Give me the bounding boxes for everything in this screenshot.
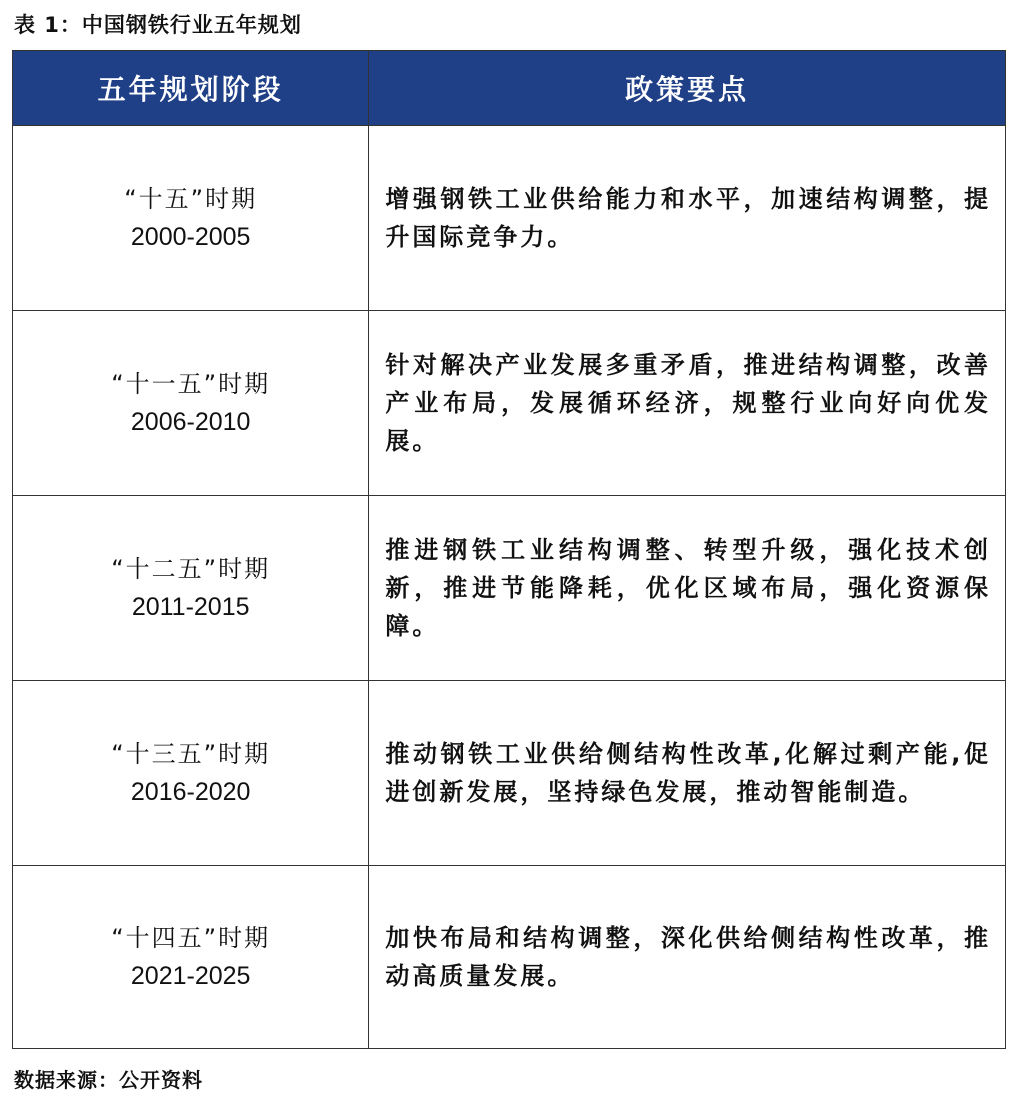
stage-cell <box>13 866 369 1049</box>
stage-years: 2000-2005 <box>130 223 251 251</box>
policy-cell: 加快布局和结构调整，深化供给侧结构性改革，推动高质量发展。 <box>369 866 1006 1049</box>
stage-name: “十二五”时期 <box>111 555 271 583</box>
header-policy: 政策要点 <box>369 51 1006 126</box>
stage-name: “十三五”时期 <box>111 740 271 768</box>
stage-cell <box>13 126 369 311</box>
policy-cell: 推动钢铁工业供给侧结构性改革,化解过剩产能,促进创新发展，坚持绿色发展，推动智能制造。 <box>369 681 1006 866</box>
table-header-row <box>13 51 1006 126</box>
table-row <box>13 496 1006 681</box>
stage-years: 2006-2010 <box>130 408 251 436</box>
policy-cell: 增强钢铁工业供给能力和水平，加速结构调整，提升国际竞争力。 <box>369 126 1006 311</box>
stage-name: “十四五”时期 <box>111 924 271 952</box>
data-source-note: 数据来源：公开资料 <box>14 1068 203 1092</box>
stage-years: 2011-2015 <box>131 593 250 621</box>
header-stage: 五年规划阶段 <box>13 51 369 126</box>
five-year-plan-table <box>12 50 1006 1049</box>
table-row <box>13 311 1006 496</box>
stage-years: 2016-2020 <box>130 778 251 806</box>
table-caption: 表 1：中国钢铁行业五年规划 <box>14 13 302 37</box>
stage-years: 2021-2025 <box>130 962 251 990</box>
table-row <box>13 681 1006 866</box>
policy-cell: 推进钢铁工业结构调整、转型升级，强化技术创新，推进节能降耗，优化区域布局，强化资源保障。 <box>369 496 1006 681</box>
stage-name: “十五”时期 <box>124 185 258 213</box>
stage-cell <box>13 496 369 681</box>
stage-cell <box>13 311 369 496</box>
policy-cell: 针对解决产业发展多重矛盾，推进结构调整，改善产业布局，发展循环经济，规整行业向好向优发展。 <box>369 311 1006 496</box>
stage-name: “十一五”时期 <box>111 370 271 398</box>
table-row <box>13 126 1006 311</box>
table-row <box>13 866 1006 1049</box>
stage-cell <box>13 681 369 866</box>
